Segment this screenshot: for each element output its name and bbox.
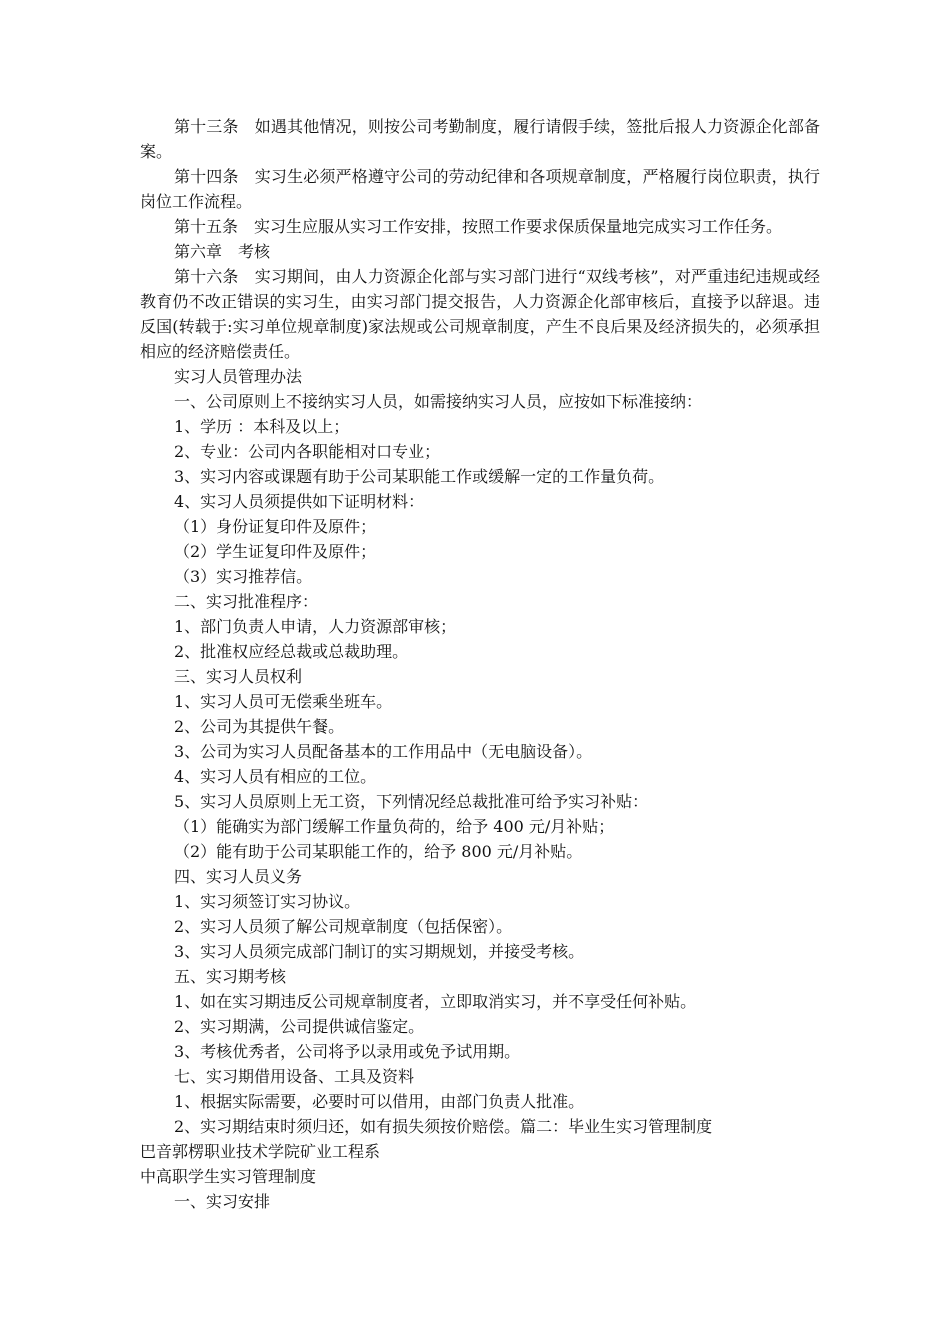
paragraph: 1、学历 ：本科及以上；	[174, 417, 350, 436]
paragraph: 一、公司原则上不接纳实习人员，如需接纳实习人员，应按如下标准接纳：	[174, 392, 703, 411]
paragraph: 中高职学生实习管理制度	[140, 1167, 317, 1186]
paragraph: 2、实习人员须了解公司规章制度（包括保密）。	[174, 917, 513, 936]
paragraph: 1、部门负责人申请，人力资源部审核；	[174, 617, 457, 636]
paragraph: 2、公司为其提供午餐。	[174, 717, 345, 736]
paragraph: 3、实习人员须完成部门制订的实习期规划，并接受考核。	[174, 942, 585, 961]
paragraph: 七、实习期借用设备、工具及资料	[174, 1067, 415, 1086]
paragraph: 第十三条 如遇其他情况，则按公司考勤制度，履行请假手续，签批后报人力资源企化部备案。	[140, 117, 820, 161]
paragraph: （2）能有助于公司某职能工作的，给予 800 元/月补贴。	[174, 842, 583, 861]
paragraph: （2）学生证复印件及原件；	[174, 542, 377, 561]
paragraph: （1）能确实为部门缓解工作量负荷的，给予 400 元/月补贴；	[174, 817, 615, 836]
paragraph: 2、实习期结束时须归还，如有损失须按价赔偿。篇二：毕业生实习管理制度	[174, 1117, 713, 1136]
paragraph: 第十六条 实习期间，由人力资源企化部与实习部门进行“双线考核”，对严重违纪违规或经教育仍不改正错误的实习生，由实习部门提交报告，人力资源企化部审核后，直接予以辞退。违反国(转载于:实习单位规章制度)家法规或公司规章制度，产生不良后果及经济损失的，必须承担相应的经济赔偿责任。	[140, 267, 820, 361]
paragraph: 5、实习人员原则上无工资，下列情况经总裁批准可给予实习补贴：	[174, 792, 649, 811]
paragraph: 3、公司为实习人员配备基本的工作用品中（无电脑设备）。	[174, 742, 593, 761]
paragraph: 2、实习期满，公司提供诚信鉴定。	[174, 1017, 425, 1036]
paragraph: 3、考核优秀者，公司将予以录用或免予试用期。	[174, 1042, 521, 1061]
paragraph: （1）身份证复印件及原件；	[174, 517, 377, 536]
paragraph: 第六章 考核	[174, 242, 271, 261]
document-body	[140, 114, 820, 1214]
paragraph: 三、实习人员权利	[174, 667, 303, 686]
paragraph: 二、实习批准程序：	[174, 592, 319, 611]
paragraph: 一、实习安排	[174, 1192, 271, 1211]
paragraph: 2、专业：公司内各职能相对口专业；	[174, 442, 441, 461]
paragraph: （3）实习推荐信。	[174, 567, 313, 586]
paragraph: 4、实习人员须提供如下证明材料：	[174, 492, 425, 511]
paragraph: 4、实习人员有相应的工位。	[174, 767, 377, 786]
paragraph: 3、实习内容或课题有助于公司某职能工作或缓解一定的工作量负荷。	[174, 467, 665, 486]
paragraph: 2、批准权应经总裁或总裁助理。	[174, 642, 409, 661]
paragraph: 1、如在实习期违反公司规章制度者，立即取消实习，并不享受任何补贴。	[174, 992, 697, 1011]
paragraph: 巴音郭楞职业技术学院矿业工程系	[140, 1142, 381, 1161]
paragraph: 第十五条 实习生应服从实习工作安排，按照工作要求保质保量地完成实习工作任务。	[174, 217, 783, 236]
paragraph: 1、根据实际需要，必要时可以借用，由部门负责人批准。	[174, 1092, 585, 1111]
paragraph: 1、实习须签订实习协议。	[174, 892, 361, 911]
paragraph: 四、实习人员义务	[174, 867, 303, 886]
paragraph: 五、实习期考核	[174, 967, 287, 986]
paragraph: 实习人员管理办法	[174, 367, 303, 386]
paragraph: 1、实习人员可无偿乘坐班车。	[174, 692, 393, 711]
paragraph: 第十四条 实习生必须严格遵守公司的劳动纪律和各项规章制度，严格履行岗位职责，执行岗位工作流程。	[140, 167, 820, 211]
